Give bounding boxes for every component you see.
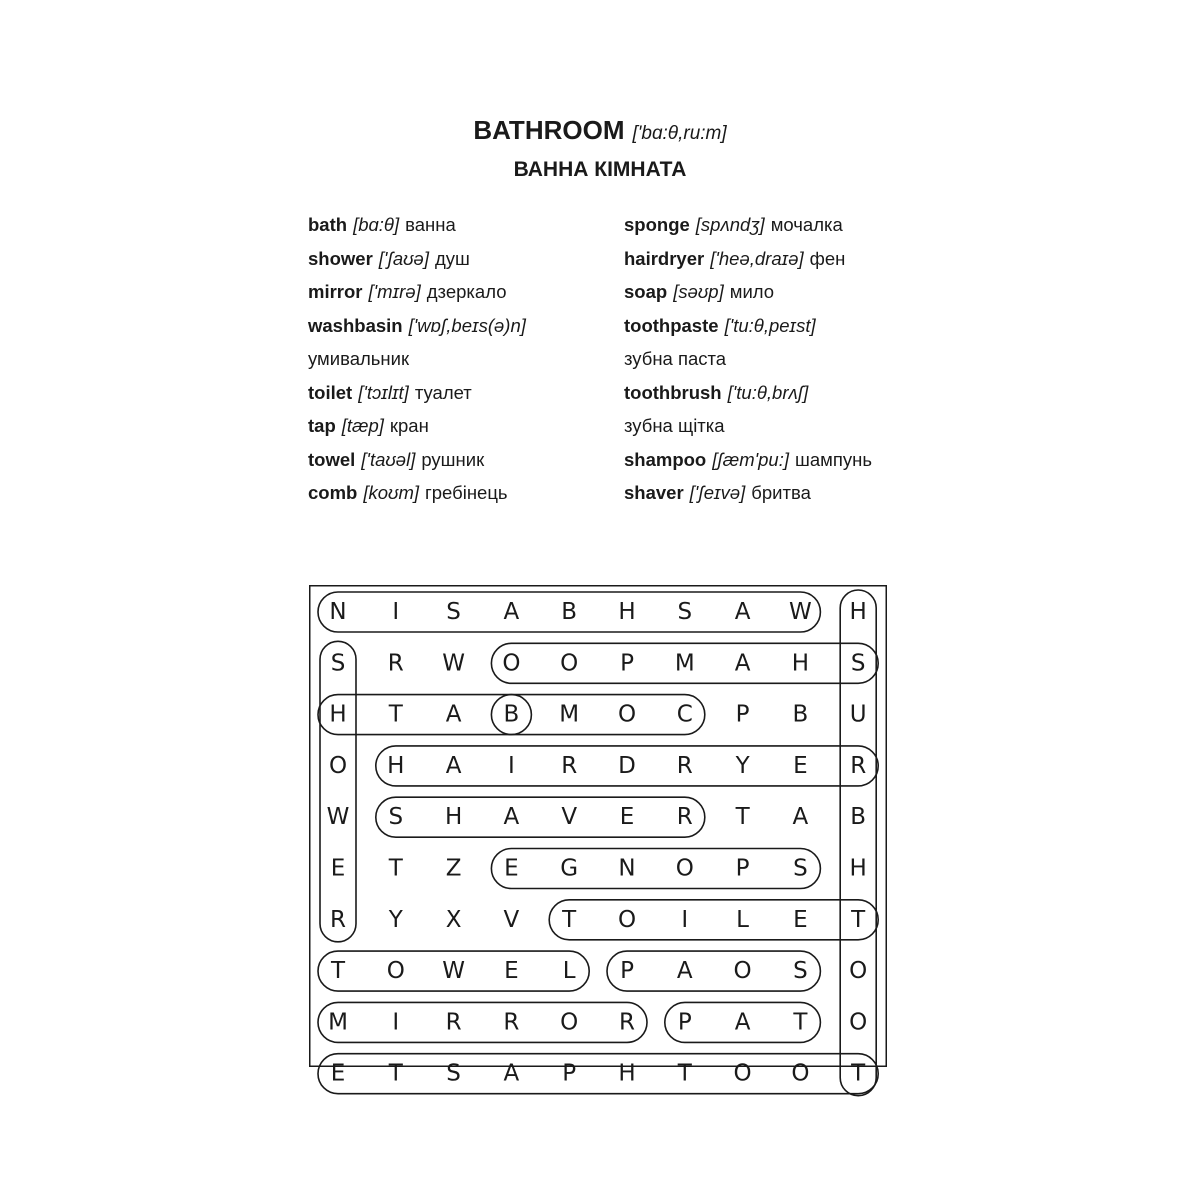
vocab-word: bath [308, 214, 348, 235]
grid-letter: E [330, 1060, 346, 1087]
grid-letter: R [503, 1009, 520, 1036]
vocab-transcription: [koʊm] [363, 482, 419, 503]
grid-letter: W [442, 650, 465, 677]
grid-letter: N [618, 855, 636, 882]
vocab-transcription: ['tu:θ,brʌʃ] [727, 381, 809, 403]
grid-letter: S [677, 599, 693, 625]
grid-letter: V [561, 804, 578, 831]
grid-letter: P [562, 1060, 577, 1087]
grid-letter: B [792, 701, 809, 728]
vocab-entry [624, 376, 872, 410]
vocab-entry [308, 409, 526, 443]
grid-letter: A [445, 752, 462, 779]
vocab-translation: зубна щітка [624, 415, 725, 436]
grid-letter: A [734, 1009, 751, 1036]
vocab-translation: зубна паста [624, 348, 727, 369]
title-word: BATHROOM [473, 115, 625, 145]
vocab-word: mirror [308, 281, 363, 302]
vocab-translation: рушник [421, 448, 485, 470]
vocab-word: shaver [624, 482, 684, 503]
page-title [0, 112, 1200, 152]
vocab-transcription: ['tu:θ,peɪst] [724, 314, 816, 336]
vocab-entry [624, 342, 872, 376]
vocab-translation: бритва [751, 482, 811, 503]
vocab-entry [624, 208, 872, 242]
vocab-transcription: ['mɪrə] [368, 281, 421, 302]
title-translation: ВАННА КІМНАТА [513, 158, 687, 181]
grid-letter: A [734, 599, 751, 625]
grid-letter: R [561, 752, 578, 779]
vocab-word: tap [308, 415, 336, 436]
vocab-translation: гребінець [425, 482, 508, 503]
grid-letter: G [560, 855, 579, 882]
grid-letter: R [676, 804, 693, 831]
grid-letter: A [676, 958, 693, 985]
vocab-translation: шампунь [795, 448, 872, 470]
grid-letter: M [559, 701, 580, 728]
grid-letter: I [392, 1009, 400, 1036]
grid-letter: T [851, 1060, 866, 1087]
vocab-entry [624, 476, 872, 510]
grid-letter: R [619, 1009, 635, 1036]
grid-letter: H [791, 650, 810, 677]
grid-letter: S [446, 1060, 461, 1087]
grid-letter: O [733, 958, 752, 985]
grid-letter: O [386, 958, 405, 985]
grid-letter: T [735, 804, 750, 831]
vocab-transcription: ['ʃaʊə] [378, 247, 429, 269]
vocab-translation: мило [729, 281, 775, 302]
grid-letter: T [562, 906, 577, 933]
word-search-puzzle [309, 585, 887, 1087]
grid-letter: O [849, 958, 868, 985]
grid-letter: W [442, 958, 465, 985]
vocab-word: washbasin [308, 314, 403, 336]
grid-letter: W [789, 599, 812, 625]
grid-letter: R [330, 906, 346, 933]
grid-letter: T [330, 958, 346, 985]
grid-letter: E [793, 752, 808, 779]
grid-letter: E [619, 804, 635, 831]
grid-letter: I [392, 599, 400, 625]
grid-letter: Z [445, 855, 462, 882]
vocab-translation: умивальник [308, 348, 410, 369]
grid-letter: S [793, 958, 808, 985]
grid-letter: B [561, 599, 578, 625]
grid-letter: W [326, 804, 350, 831]
grid-letter: E [330, 855, 346, 882]
grid-letter: T [677, 1060, 692, 1087]
grid-letter: R [676, 752, 693, 779]
grid-letter: L [736, 906, 750, 933]
vocabulary-right-column [624, 208, 872, 510]
grid-letter: O [502, 650, 521, 677]
vocab-entry [308, 476, 526, 510]
grid-letter: A [503, 804, 520, 831]
grid-letter: I [681, 906, 689, 933]
grid-letter: S [330, 650, 346, 677]
grid-letter: E [504, 958, 519, 985]
found-word-marker [491, 695, 704, 735]
grid-letter: P [735, 701, 750, 728]
vocab-transcription: ['ʃeɪvə] [689, 482, 746, 503]
vocab-word: toothbrush [624, 381, 722, 403]
letter-grid [327, 599, 868, 1087]
vocab-entry [308, 275, 526, 309]
grid-letter: U [849, 701, 867, 728]
grid-letter: T [388, 701, 403, 728]
page-header [0, 112, 1200, 186]
grid-letter: L [562, 958, 576, 985]
grid-letter: A [503, 1060, 520, 1087]
grid-letter: S [388, 804, 404, 831]
grid-letter: T [793, 1009, 808, 1036]
vocab-transcription: [ʃæm'pu:] [712, 448, 789, 470]
grid-letter: Y [735, 752, 750, 779]
grid-letter: S [793, 855, 808, 882]
vocab-entry [308, 376, 526, 410]
grid-letter: O [560, 650, 579, 677]
grid-letter: P [677, 1009, 692, 1036]
grid-letter: M [328, 1009, 348, 1036]
found-word-marker [491, 849, 820, 889]
found-word-marker [318, 1002, 647, 1042]
grid-letter: O [328, 752, 348, 779]
vocab-word: shampoo [624, 448, 707, 470]
vocab-word: sponge [624, 214, 690, 235]
grid-letter: O [791, 1060, 810, 1087]
found-word-marker [376, 797, 705, 837]
grid-letter: H [444, 804, 463, 831]
grid-letter: R [850, 752, 867, 779]
grid-letter: D [618, 752, 636, 779]
grid-letter: A [445, 701, 462, 728]
vocab-word: shower [308, 247, 373, 269]
vocab-transcription: ['wɒʃ,beɪs(ə)n] [408, 314, 526, 336]
grid-letter: H [849, 855, 867, 882]
grid-letter: O [675, 855, 694, 882]
vocab-word: hairdryer [624, 247, 705, 269]
grid-letter: S [446, 599, 461, 625]
grid-letter: X [445, 906, 462, 933]
vocab-translation: кран [389, 415, 429, 436]
found-word-marker [607, 951, 820, 991]
grid-letter: A [734, 650, 751, 677]
vocab-entry [624, 409, 872, 443]
grid-letter: M [674, 650, 695, 677]
vocab-entry [624, 242, 872, 276]
grid-letter: I [508, 752, 515, 779]
vocab-entry [308, 342, 526, 376]
found-word-marker [320, 641, 356, 942]
vocab-translation: дзеркало [426, 281, 507, 302]
vocab-word: toilet [308, 381, 353, 403]
grid-letter: Y [388, 906, 403, 933]
grid-letter: O [733, 1060, 752, 1087]
grid-letter: R [387, 650, 404, 677]
grid-letter: H [387, 752, 405, 779]
vocab-translation: фен [809, 247, 846, 269]
vocab-transcription: ['heə,draɪə] [710, 247, 804, 269]
grid-letter: O [560, 1009, 579, 1036]
grid-letter: H [329, 701, 347, 728]
grid-letter: P [620, 650, 634, 677]
vocab-transcription: [səʊp] [673, 281, 724, 302]
vocab-transcription: [bɑ:θ] [353, 214, 400, 235]
vocabulary-left-column [308, 208, 526, 510]
grid-letter: T [388, 855, 403, 882]
grid-letter: P [735, 855, 750, 882]
grid-letter: P [620, 958, 634, 985]
vocab-entry [308, 309, 526, 343]
grid-letter: C [676, 701, 693, 728]
grid-letter: T [388, 1060, 403, 1087]
grid-letter: E [504, 855, 519, 882]
vocab-entry [624, 443, 872, 477]
grid-letter: E [793, 906, 808, 933]
vocab-word: comb [308, 482, 358, 503]
grid-letter: A [503, 599, 520, 625]
grid-letter: O [849, 1009, 868, 1036]
vocab-word: toothpaste [624, 314, 719, 336]
vocab-translation: туалет [414, 381, 472, 403]
vocab-transcription: ['taʊəl] [361, 448, 416, 470]
vocab-translation: мочалка [770, 214, 843, 235]
grid-letter: H [618, 599, 636, 625]
vocab-translation: душ [434, 247, 470, 269]
vocab-word: towel [308, 448, 356, 470]
found-word-marker [318, 695, 531, 735]
grid-letter: O [617, 906, 637, 933]
vocab-entry [624, 275, 872, 309]
vocab-transcription: ['tɔɪlɪt] [358, 381, 409, 403]
title-transcription: ['bɑ:θ,ru:m] [632, 123, 727, 144]
grid-letter: R [445, 1009, 462, 1036]
found-word-marker [549, 900, 878, 940]
vocab-entry [308, 208, 526, 242]
vocab-translation: ванна [405, 214, 456, 235]
vocab-entry [308, 242, 526, 276]
vocab-transcription: [tæp] [341, 415, 384, 436]
grid-letter: B [503, 701, 520, 728]
vocab-word: soap [624, 281, 668, 302]
vocab-entry [624, 309, 872, 343]
grid-letter: V [503, 906, 520, 933]
grid-letter: B [850, 804, 867, 831]
grid-letter: H [618, 1060, 636, 1087]
grid-letter: H [849, 599, 867, 625]
vocab-transcription: [spʌndʒ] [695, 214, 765, 235]
grid-letter: T [851, 906, 866, 933]
grid-letter: S [850, 650, 866, 677]
grid-letter: N [329, 599, 347, 625]
grid-letter: O [617, 701, 637, 728]
vocab-entry [308, 443, 526, 477]
grid-letter: A [792, 804, 809, 831]
